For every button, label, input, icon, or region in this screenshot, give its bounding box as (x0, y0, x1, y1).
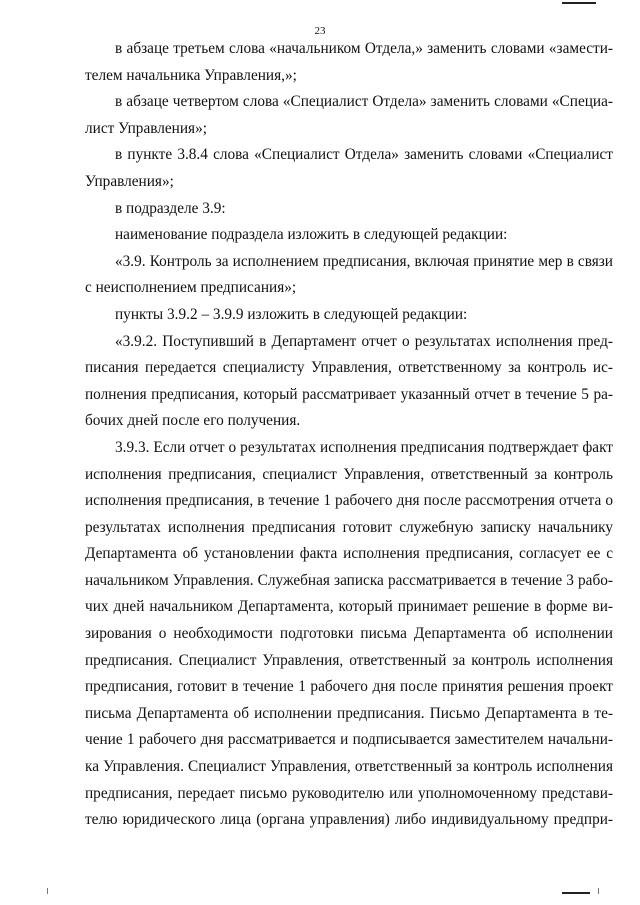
scan-tick-left (47, 888, 48, 894)
text-line: телю юридического лица (органа управления) либо индивидуальному предпри- (85, 811, 613, 829)
text-line: наименование подраздела изложить в следующей редакции: (115, 226, 508, 244)
text-line: «3.9. Контроль за исполнением предписания, включая принятие мер в связи (115, 252, 613, 270)
scan-mark-bottom (562, 892, 590, 894)
text-line: предписания, готовит в течение 1 рабочего дня после принятия решения проект (85, 678, 613, 696)
text-line: пункты 3.9.2 – 3.9.9 изложить в следующей редакции: (115, 305, 468, 323)
text-line: телем начальника Управления,»; (85, 66, 297, 84)
text-line: бочих дней после его получения. (85, 412, 301, 430)
text-line: чение 1 рабочего дня рассматривается и подписывается заместителем начальни- (85, 731, 613, 749)
text-line: ка Управления. Специалист Управления, ответственный за контроль исполнения (85, 758, 613, 776)
text-line: письма Департамента об исполнении предписания. Письмо Департамента в те- (85, 704, 613, 722)
text-line: лист Управления»; (85, 119, 207, 137)
text-line: предписания. Специалист Управления, ответственный за контроль исполнения (85, 651, 613, 669)
text-line: 3.9.3. Если отчет о результатах исполнения предписания подтверждает факт (115, 438, 613, 456)
text-line: «3.9.2. Поступивший в Департамент отчет о результатах исполнения пред- (115, 332, 613, 350)
text-line: в подразделе 3.9: (115, 199, 226, 217)
text-line: предписания, передает письмо руководителю или уполномоченному представи- (85, 784, 613, 802)
text-line: писания передается специалисту Управления, ответственному за контроль ис- (85, 359, 613, 377)
scan-mark-top (562, 2, 596, 4)
text-line: исполнения предписания, в течение 1 рабочего дня после рассмотрения отчета о (85, 492, 613, 510)
text-line: Управления»; (85, 172, 174, 190)
document-body (85, 36, 613, 834)
text-line: с неисполнением предписания»; (85, 279, 297, 297)
text-line: полнения предписания, который рассматривает указанный отчет в течение 5 ра- (85, 385, 613, 403)
text-line: чих дней начальником Департамента, который принимает решение в форме ви- (85, 598, 613, 616)
scan-tick-right (598, 888, 599, 894)
text-line: в пункте 3.8.4 слова «Специалист Отдела» заменить словами «Специалист (115, 146, 613, 164)
text-line: результатах исполнения предписания готовит служебную записку начальнику (85, 518, 613, 536)
page-number: 23 (314, 25, 326, 37)
text-line: исполнения предписания, специалист Управления, ответственный за контроль (85, 465, 613, 483)
text-line: в абзаце четвертом слова «Специалист Отдела» заменить словами «Специа- (115, 93, 613, 111)
text-line: зирования о необходимости подготовки письма Департамента об исполнении (85, 625, 613, 643)
text-line: Департамента об установлении факта исполнения предписания, согласует ее с (85, 545, 613, 563)
text-line: в абзаце третьем слова «начальником Отдела,» заменить словами «замести- (115, 40, 613, 57)
text-line: начальником Управления. Служебная записка рассматривается в течение 3 рабо- (85, 571, 613, 589)
